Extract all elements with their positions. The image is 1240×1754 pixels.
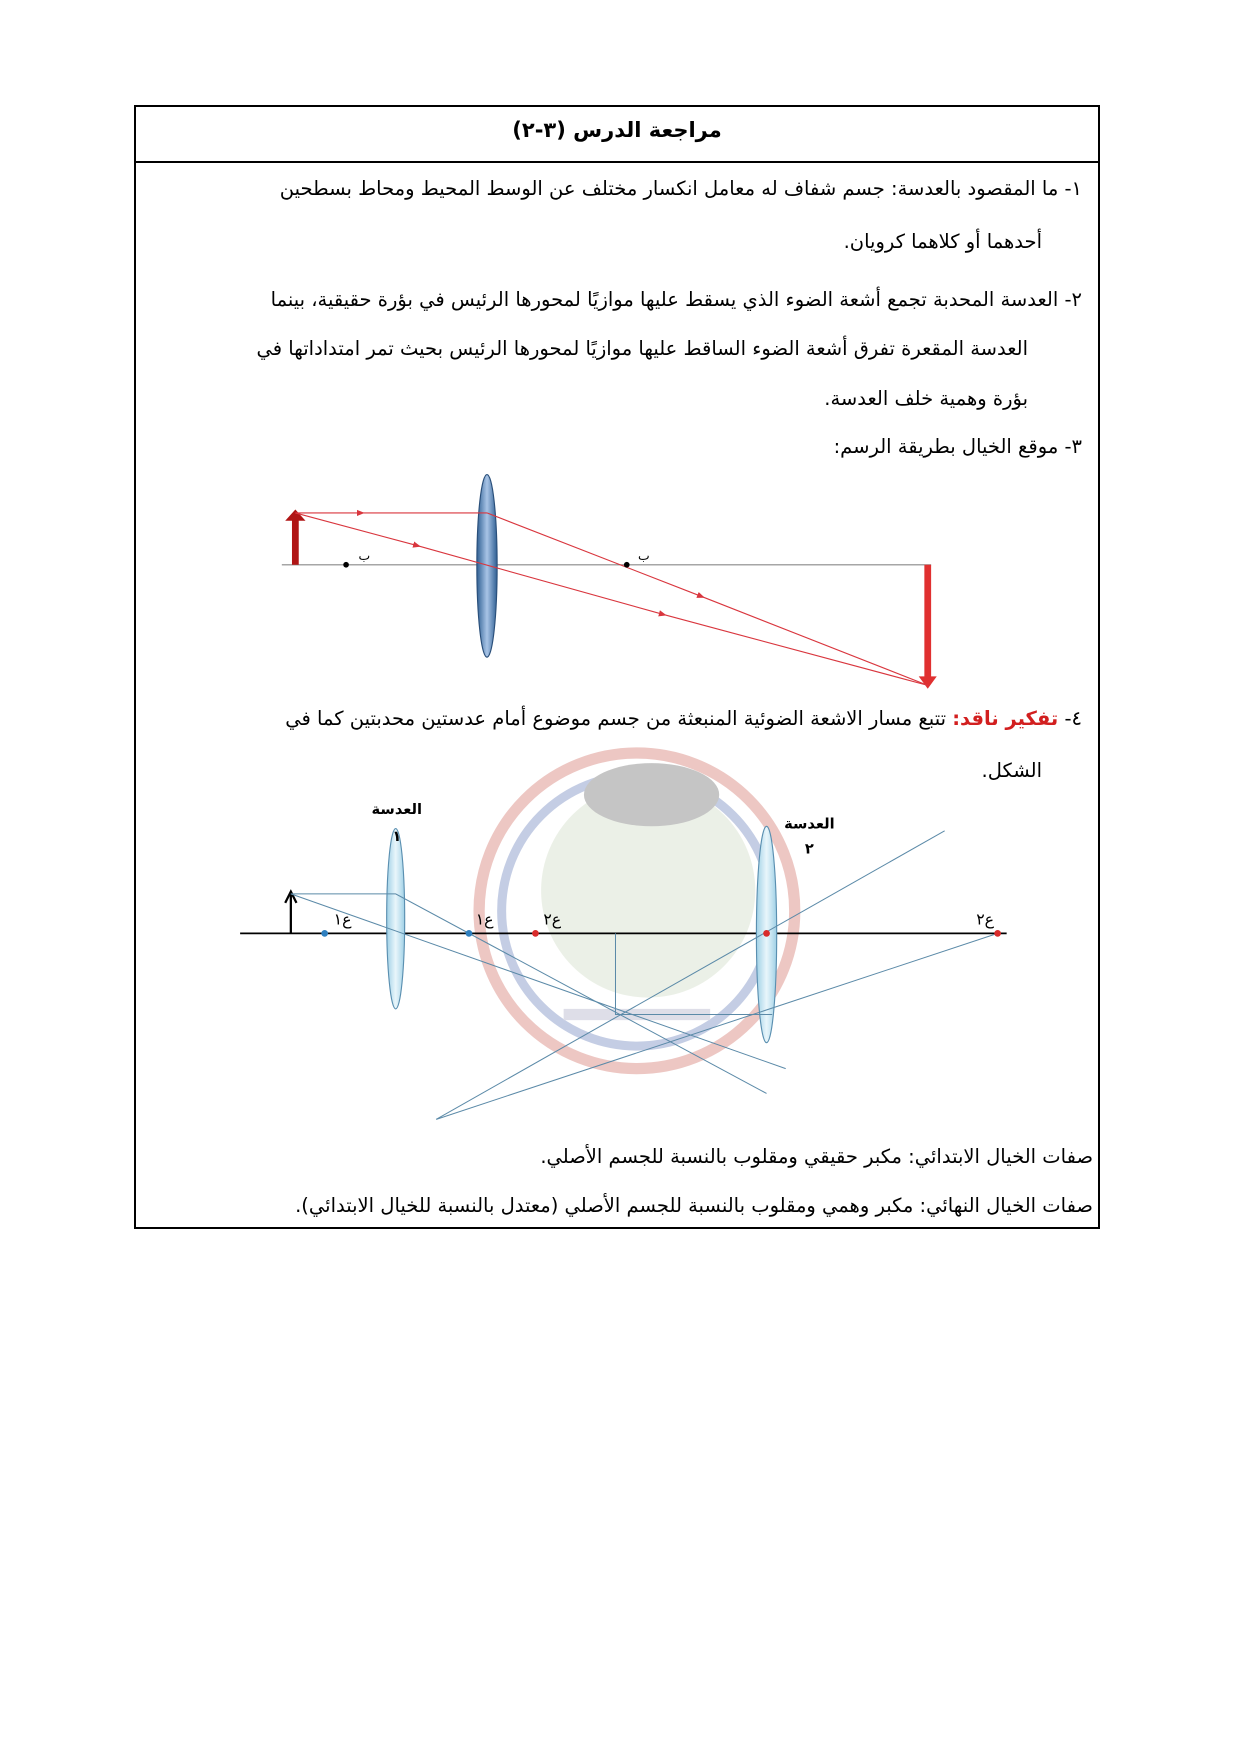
focus-label-right: ب — [638, 548, 650, 564]
q4-prefix: ٤- — [1058, 707, 1082, 730]
q4-line2: الشكل. — [981, 759, 1042, 782]
q2-line3: بؤرة وهمية خلف العدسة. — [824, 387, 1028, 410]
lens2-label: العدسة — [784, 815, 835, 833]
answer-final-image: صفات الخيال النهائي: مكبر وهمي ومقلوب بالنسبة للجسم الأصلي (معتدل بالنسبة للخيال الابتدائي). — [295, 1194, 1093, 1217]
image-arrow — [924, 565, 931, 678]
focus-label-left: ب — [358, 548, 371, 564]
focal-point-left — [343, 562, 349, 568]
q1-line2: أحدهما أو كلاهما كرويان. — [843, 230, 1042, 253]
convex-lens — [477, 475, 497, 658]
critical-thinking-label: تفكير ناقد: — [952, 707, 1059, 730]
f1-label-right: ع١ — [475, 909, 494, 929]
f2-label-left: ع٢ — [543, 909, 562, 929]
lens1-number: ١ — [392, 827, 402, 845]
answer-initial-image: صفات الخيال الابتدائي: مكبر حقيقي ومقلوب بالنسبة للجسم الأصلي. — [540, 1145, 1093, 1168]
q1-line1: ١- ما المقصود بالعدسة: جسم شفاف له معامل انكسار مختلف عن الوسط المحيط ومحاط بسطحين — [279, 177, 1082, 200]
watermark-emblem — [479, 753, 795, 1069]
q2-line2: العدسة المقعرة تفرق أشعة الضوء الساقط عليها موازيًا لمحورها الرئيس بحيث تمر امتداداتها في — [256, 337, 1028, 360]
f2-label-right: ع٢ — [976, 909, 995, 929]
q2-line1: ٢- العدسة المحدبة تجمع أشعة الضوء الذي يسقط عليها موازيًا لمحورها الرئيس في بؤرة حقيقية، بينما — [270, 288, 1082, 311]
object-arrow — [292, 516, 299, 564]
lens1-label: العدسة — [371, 800, 423, 818]
lens-1 — [387, 829, 405, 1009]
diagram-convex-lens — [282, 475, 937, 689]
q4-text: تتبع مسار الاشعة الضوئية المنبعثة من جسم موضوع أمام عدستين محدبتين كما في — [285, 707, 953, 730]
page-title: مراجعة الدرس (٣-٢) — [512, 118, 722, 142]
q3-text: ٣- موقع الخيال بطريقة الرسم: — [833, 435, 1082, 458]
focal-point-right — [624, 562, 630, 568]
f1-label-left: ع١ — [333, 909, 352, 929]
lens2-number: ٢ — [804, 840, 814, 858]
